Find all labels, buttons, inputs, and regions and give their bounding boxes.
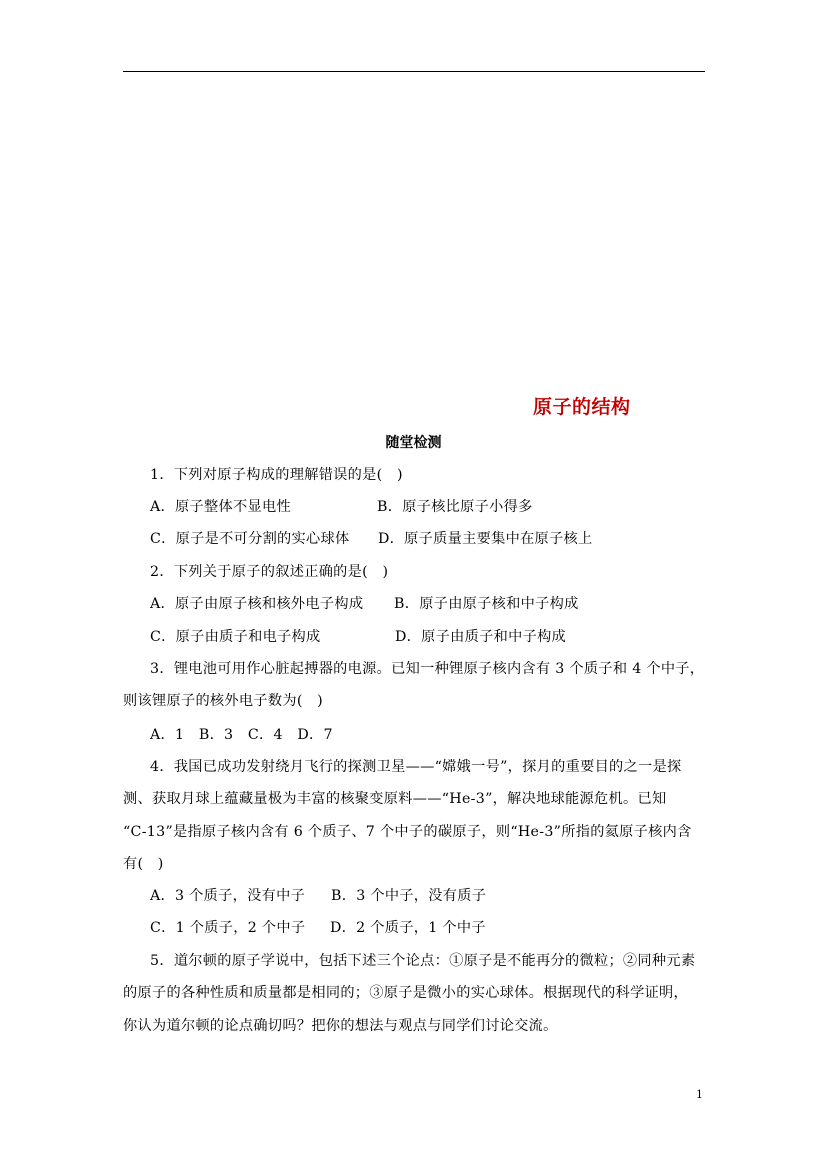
question-2-option-d: D．原子由质子和中子构成 [395, 629, 567, 645]
header-rule [123, 71, 705, 72]
question-2-option-c: C．原子由质子和电子构成 [150, 629, 321, 645]
question-5-stem-line-3: 你认为道尔顿的论点确切吗？把你的想法与观点与同学们讨论交流。 [123, 1018, 558, 1034]
question-1-option-c: C．原子是不可分割的实心球体 [150, 531, 350, 547]
question-4-stem-line-4: 有( ) [123, 856, 164, 872]
section-heading: 随堂检测 [385, 435, 442, 451]
question-2-stem: 2．下列关于原子的叙述正确的是( ) [150, 564, 389, 580]
question-4-option-c: C．1 个质子，2 个中子 [150, 920, 306, 936]
question-4-option-d: D．2 个质子，1 个中子 [330, 920, 486, 936]
question-1-option-d: D．原子质量主要集中在原子核上 [378, 531, 593, 547]
question-4-option-b: B．3 个中子，没有质子 [331, 888, 487, 904]
page-number: 1 [696, 1088, 703, 1101]
document-title: 原子的结构 [533, 396, 631, 418]
question-3-options: A．1 B．3 C．4 D．7 [150, 727, 333, 743]
question-3-stem-line-2: 则该锂原子的核外电子数为( ) [123, 693, 324, 709]
question-2-option-a: A．原子由原子核和核外电子构成 [150, 596, 364, 612]
question-2-option-b: B．原子由原子核和中子构成 [394, 596, 579, 612]
question-1-option-b: B．原子核比原子小得多 [377, 499, 533, 515]
question-4-stem-line-1: 4．我国已成功发射绕月飞行的探测卫星——“嫦娥一号”，探月的重要目的之一是探 [150, 759, 682, 775]
question-3-stem-line-1: 3．锂电池可用作心脏起搏器的电源。已知一种锂原子核内含有 3 个质子和 4 个中子， [150, 661, 705, 677]
question-4-stem-line-3: “C-13”是指原子核内含有 6 个质子、7 个中子的碳原子，则“He-3”所指的氦原子核内含 [123, 824, 692, 840]
question-5-stem-line-1: 5．道尔顿的原子学说中，包括下述三个论点：①原子是不能再分的微粒；②同种元素 [150, 953, 696, 969]
question-4-option-a: A．3 个质子，没有中子 [150, 888, 306, 904]
question-1-option-a: A．原子整体不显电性 [150, 499, 291, 515]
question-1-stem: 1．下列对原子构成的理解错误的是( ) [150, 467, 403, 483]
question-5-stem-line-2: 的原子的各种性质和质量都是相同的；③原子是微小的实心球体。根据现代的科学证明， [123, 985, 689, 1001]
question-4-stem-line-2: 测、获取月球上蕴藏量极为丰富的核聚变原料——“He-3”，解决地球能源危机。已知 [123, 791, 667, 807]
